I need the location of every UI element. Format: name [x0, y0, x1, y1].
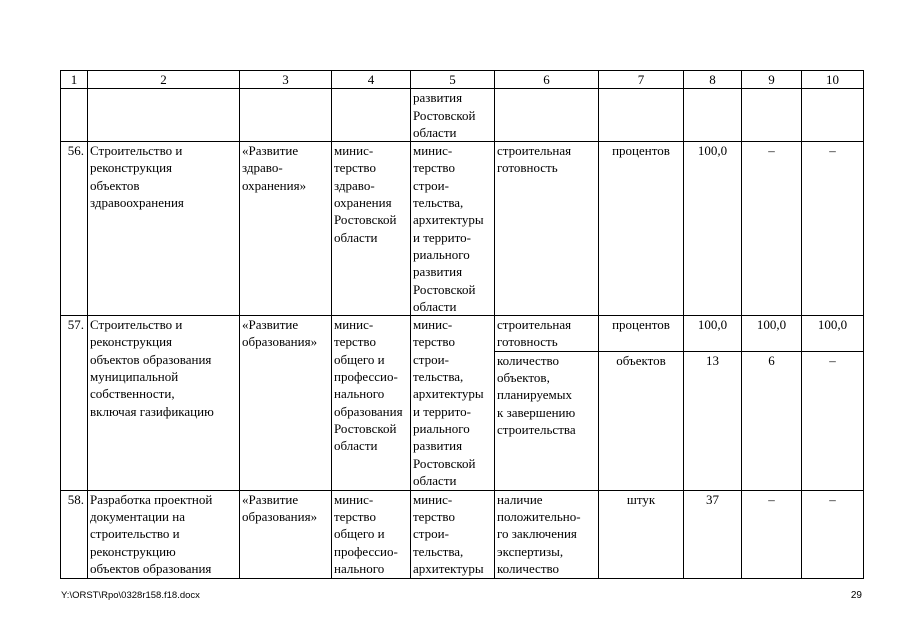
cell-text: минис- терство общего и профессио- нального образования Ростовской области — [334, 317, 403, 454]
table-header-row — [61, 71, 864, 89]
header-cell: 9 — [742, 71, 802, 89]
cell-text: «Развитие образования» — [242, 317, 318, 350]
cell-value: – — [802, 351, 864, 490]
cell-text: процентов — [599, 316, 684, 352]
cell-text: строительная готовность — [497, 317, 572, 350]
header-cell: 3 — [240, 71, 332, 89]
footer-file-path: Y:\ORST\Rpo\0328r158.f18.docx — [61, 590, 200, 601]
cell-value: 100,0 — [684, 142, 742, 316]
cell-text: развития Ростовской области — [413, 90, 476, 140]
header-cell: 1 — [61, 71, 88, 89]
cell-text: Строительство и реконструкция объектов образования муниципальной собственности, включая газификацию — [90, 317, 214, 419]
cell-text: минис- терство здраво- охранения Ростовской области — [334, 143, 397, 245]
cell-value: – — [802, 490, 864, 578]
cell-value: 6 — [742, 351, 802, 490]
header-cell: 5 — [411, 71, 495, 89]
cell-text: количество объектов, планируемых к завершению строительства — [497, 352, 576, 437]
cell-text: наличие положительно- го заключения экспертизы, количество — [497, 491, 581, 576]
table-row — [61, 316, 864, 352]
cell-text: процентов — [599, 142, 684, 316]
cell-text: минис- терство строи- тельства, архитектуры и террито- риального развития Ростовской области — [413, 143, 484, 314]
cell-text: штук — [599, 490, 684, 578]
row-number: 56. — [61, 142, 88, 316]
cell-value: 100,0 — [684, 316, 742, 352]
cell-text: минис- терство строи- тельства, архитектуры и террито- риального развития Ростовской области — [413, 317, 484, 488]
table-row-continuation — [61, 89, 864, 142]
cell-value: – — [802, 142, 864, 316]
cell-text: минис- терство строи- тельства, архитектуры — [413, 491, 484, 576]
cell-text: объектов — [599, 351, 684, 490]
header-cell: 6 — [495, 71, 599, 89]
table-row — [61, 490, 864, 578]
cell-text: «Развитие образования» — [242, 491, 318, 525]
program-table — [60, 70, 864, 579]
row-number: 58. — [61, 490, 88, 578]
table-row — [61, 142, 864, 316]
cell-text: Строительство и реконструкция объектов здравоохранения — [90, 143, 184, 211]
header-cell: 10 — [802, 71, 864, 89]
header-cell: 7 — [599, 71, 684, 89]
header-cell: 8 — [684, 71, 742, 89]
header-cell: 4 — [332, 71, 411, 89]
cell-value: – — [742, 490, 802, 578]
cell-text: строительная готовность — [497, 143, 572, 176]
cell-text: «Развитие здраво- охранения» — [242, 143, 307, 193]
cell-value: – — [742, 142, 802, 316]
cell-text: Разработка проектной документации на строительство и реконструкцию объектов образования — [90, 491, 213, 576]
cell-value: 100,0 — [742, 316, 802, 352]
cell-value: 100,0 — [802, 316, 864, 352]
cell-value: 37 — [684, 490, 742, 578]
row-number: 57. — [61, 316, 88, 491]
header-cell: 2 — [88, 71, 240, 89]
cell-text: минис- терство общего и профессио- нального — [334, 491, 398, 576]
cell-value: 13 — [684, 351, 742, 490]
page-number: 29 — [850, 590, 862, 601]
